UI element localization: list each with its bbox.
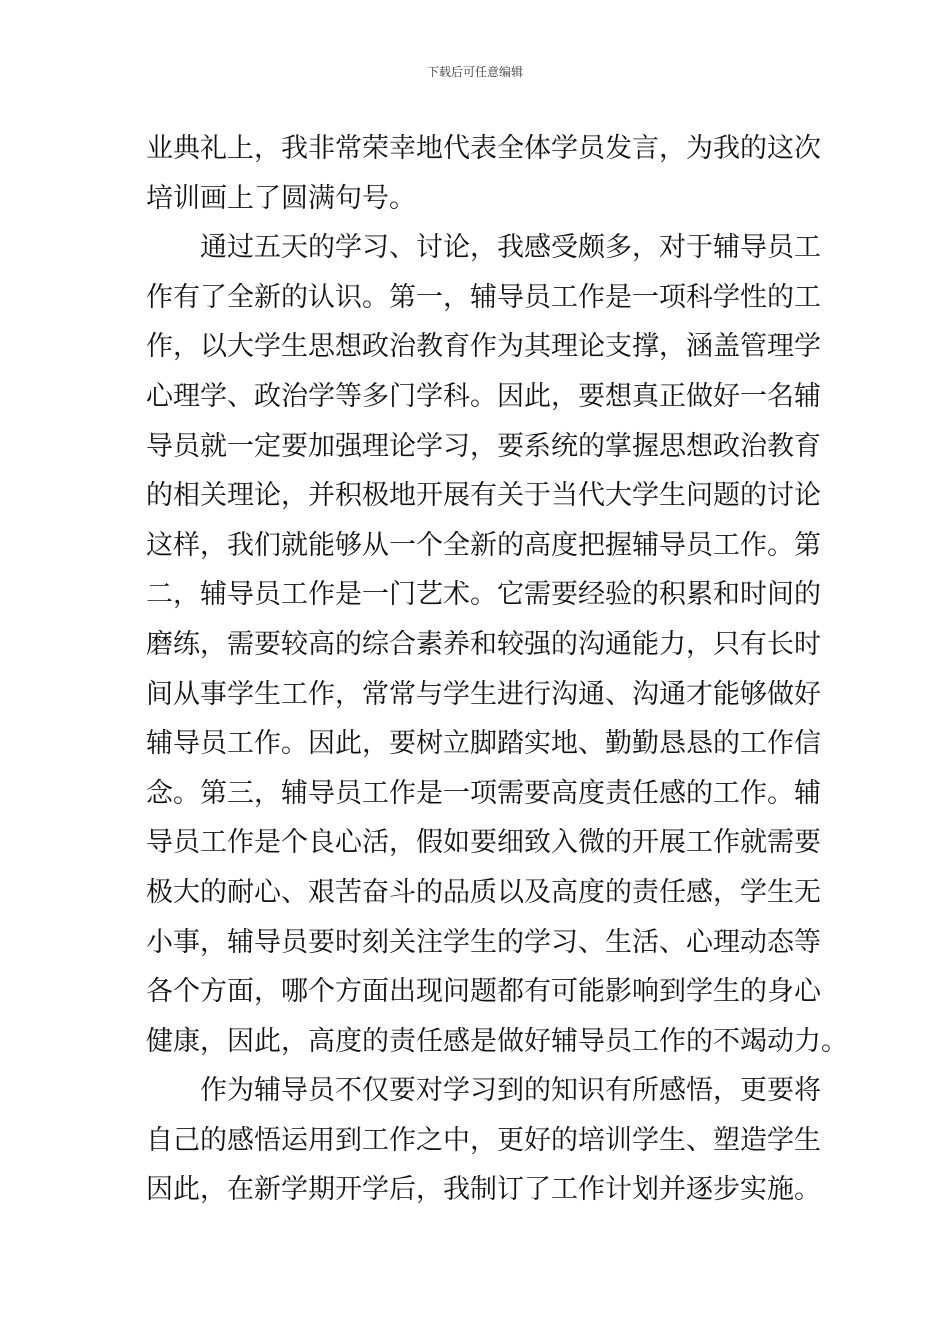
text-line: 作有了全新的认识。第一，辅导员工作是一项科学性的工 — [146, 281, 821, 313]
text-line: 健康，因此，高度的责任感是做好辅导员工作的不竭动力。 — [146, 1025, 848, 1057]
text-line: 作为辅导员不仅要对学习到的知识有所感悟，更要将 — [200, 1075, 821, 1107]
text-line: 二，辅导员工作是一门艺术。它需要经验的积累和时间的 — [146, 579, 821, 611]
text-line: 培训画上了圆满句号。 — [146, 182, 416, 214]
document-body — [146, 124, 848, 1215]
text-line: 心理学、政治学等多门学科。因此，要想真正做好一名辅 — [146, 380, 821, 412]
text-line: 辅导员工作。因此，要树立脚踏实地、勤勤恳恳的工作信 — [146, 728, 821, 760]
text-line: 念。第三，辅导员工作是一项需要高度责任感的工作。辅 — [146, 777, 821, 809]
text-line: 通过五天的学习、讨论，我感受颇多，对于辅导员工 — [200, 232, 821, 264]
text-line: 自己的感悟运用到工作之中，更好的培训学生、塑造学生 — [146, 1124, 821, 1156]
text-line: 因此，在新学期开学后，我制订了工作计划并逐步实施。 — [146, 1174, 821, 1206]
text-line: 间从事学生工作，常常与学生进行沟通、沟通才能够做好 — [146, 678, 821, 710]
text-line: 小事，辅导员要时刻关注学生的学习、生活、心理动态等 — [146, 926, 821, 958]
text-line: 导员就一定要加强理论学习，要系统的掌握思想政治教育 — [146, 430, 821, 462]
text-line: 各个方面，哪个方面出现问题都有可能影响到学生的身心 — [146, 976, 821, 1008]
text-line: 作，以大学生思想政治教育作为其理论支撑，涵盖管理学 — [146, 331, 821, 363]
text-line: 业典礼上，我非常荣幸地代表全体学员发言，为我的这次 — [146, 133, 821, 164]
text-line: 导员工作是个良心活，假如要细致入微的开展工作就需要 — [146, 827, 821, 859]
text-line: 的相关理论，并积极地开展有关于当代大学生问题的讨论 — [146, 480, 821, 512]
text-line: 磨练，需要较高的综合素养和较强的沟通能力，只有长时 — [146, 628, 821, 660]
page-header: 下载后可任意编辑 — [426, 65, 523, 79]
text-line: 极大的耐心、艰苦奋斗的品质以及高度的责任感，学生无 — [146, 876, 821, 908]
text-line: 这样，我们就能够从一个全新的高度把握辅导员工作。第 — [146, 529, 821, 561]
